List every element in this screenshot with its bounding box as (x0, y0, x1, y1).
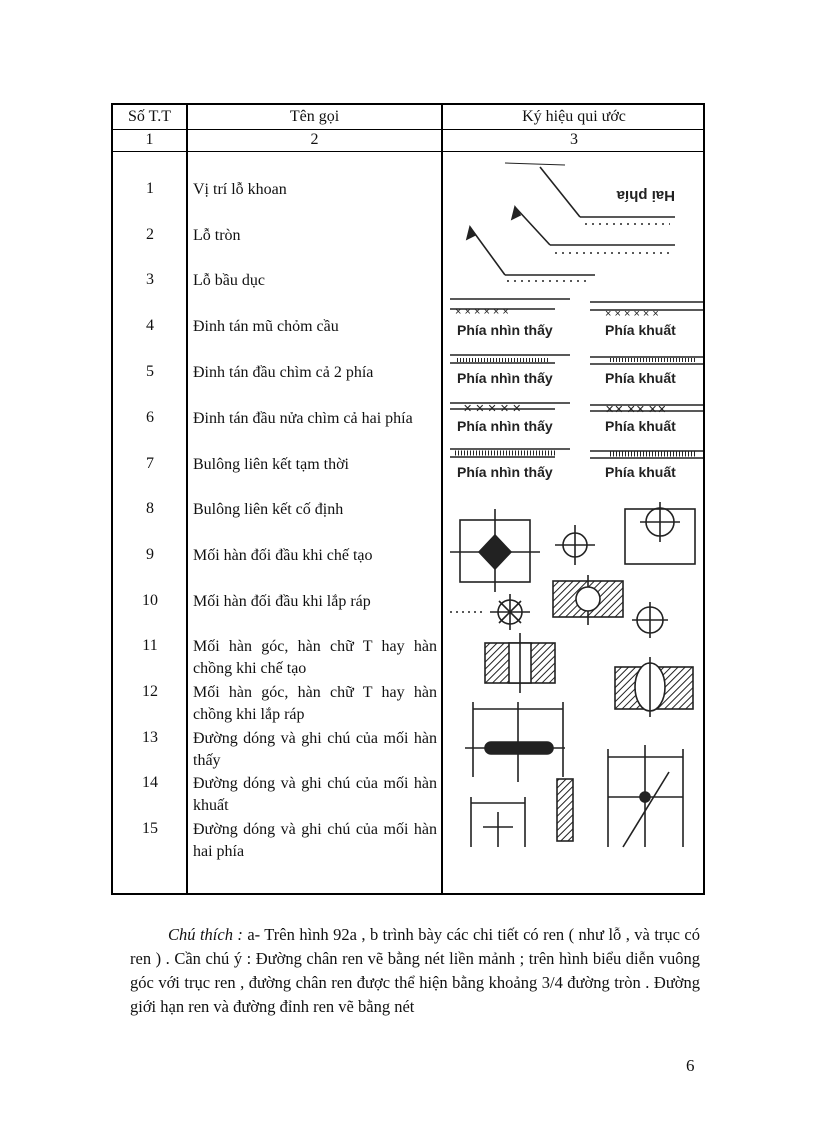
visible-weld-leader-symbol (465, 702, 565, 782)
row-name: Mối hàn đối đầu khi lắp ráp (193, 593, 371, 610)
row-name: Vị trí lỗ khoan (193, 181, 287, 198)
svg-text:✕ ✕ ✕ ✕ ✕: ✕ ✕ ✕ ✕ ✕ (463, 403, 522, 415)
symbol-drawings (445, 157, 703, 891)
row-name: Đinh tán đầu nửa chìm cả hai phía (193, 410, 413, 427)
row-number: 14 (142, 774, 158, 791)
permanent-bolt-symbol (450, 502, 695, 592)
row-name: Lỗ bầu dục (193, 272, 265, 289)
row-name: Lỗ tròn (193, 227, 241, 244)
column-divider (441, 105, 443, 893)
row-number: 2 (146, 226, 154, 243)
rivet-symbol (450, 299, 703, 320)
row-name: Đường dóng và ghi chú của mối hàn khuất (193, 775, 437, 814)
row-number: 3 (146, 271, 154, 288)
near-side-label: Phía nhìn thấy (457, 418, 553, 434)
far-side-label: Phía khuất (605, 370, 676, 386)
butt-weld-assembly-symbol (450, 575, 623, 630)
column-number-3: 3 (570, 131, 578, 148)
row-name: Đường dóng và ghi chú của mối hàn hai phía (193, 821, 437, 860)
column-number-1: 1 (145, 131, 154, 148)
page-number: 6 (686, 1056, 695, 1075)
row-name: Mối hàn góc, hàn chữ T hay hàn chồng khi lắp ráp (193, 684, 437, 723)
note-text: a- Trên hình 92a , b trình bày các chi tiết có ren ( như lỗ , và trục có ren ) . Cần chú ý : Đường chân ren vẽ bằng nét liền mảnh ; trên hình biểu diễn vuông góc với trục ren , đường chân ren được thể hiện bằng khoảng 3/4 đường tròn . Đường giới hạn ren và đường đỉnh ren vẽ bằng nét (130, 925, 700, 1016)
row-name: Mối hàn góc, hàn chữ T hay hàn chồng khi chế tạo (193, 638, 437, 677)
two-sides-label: Hai phía (616, 187, 675, 204)
row-number: 11 (142, 637, 158, 654)
header-name: Tên gọi (289, 108, 340, 125)
near-side-label: Phía nhìn thấy (457, 322, 553, 338)
row-divider (113, 151, 703, 152)
row-number: 15 (142, 820, 158, 837)
svg-text:✕✕ ✕✕ ✕✕: ✕✕ ✕✕ ✕✕ (605, 404, 667, 416)
row-number: 5 (146, 363, 154, 380)
svg-text:× × × × × ×: × × × × × × (605, 308, 659, 320)
hidden-weld-leader-symbol (608, 745, 683, 847)
note-lead: Chú thích : (168, 925, 243, 944)
near-side-label: Phía nhìn thấy (457, 464, 553, 480)
row-number: 10 (142, 592, 158, 609)
column-number-2: 2 (310, 131, 319, 148)
row-name: Bulông liên kết tạm thời (193, 456, 349, 473)
header-symbol: Ký hiệu qui ước (522, 108, 626, 125)
row-divider (113, 129, 703, 130)
row-name: Đinh tán mũ chỏm cầu (193, 318, 339, 335)
double-side-weld-leader-symbol (471, 779, 573, 847)
far-side-label: Phía khuất (605, 418, 676, 434)
row-name: Bulông liên kết cố định (193, 501, 344, 518)
row-number: 12 (142, 683, 158, 700)
row-number: 9 (146, 546, 154, 563)
row-number: 1 (146, 180, 154, 197)
near-side-label: Phía nhìn thấy (457, 370, 553, 386)
row-number: 13 (142, 729, 158, 746)
far-side-label: Phía khuất (605, 322, 676, 338)
far-side-label: Phía khuất (605, 464, 676, 480)
row-number: 6 (146, 409, 154, 426)
row-name: Đinh tán đầu chìm cả 2 phía (193, 364, 374, 381)
note-paragraph (130, 923, 700, 1019)
drill-hole-symbol (467, 163, 675, 281)
countersunk-rivet-symbol (450, 355, 703, 364)
svg-text:× × × × × ×: × × × × × × (455, 306, 509, 318)
row-number: 8 (146, 500, 154, 517)
temporary-bolt-symbol (450, 449, 703, 458)
row-name: Đường dóng và ghi chú của mối hàn thấy (193, 730, 437, 769)
symbol-table (111, 103, 705, 895)
row-name: Mối hàn đối đầu khi chế tạo (193, 547, 373, 564)
row-number: 7 (146, 455, 154, 472)
row-number: 4 (146, 317, 154, 334)
header-number: Số T.T (128, 108, 171, 125)
semi-countersunk-rivet-symbol (450, 403, 703, 416)
